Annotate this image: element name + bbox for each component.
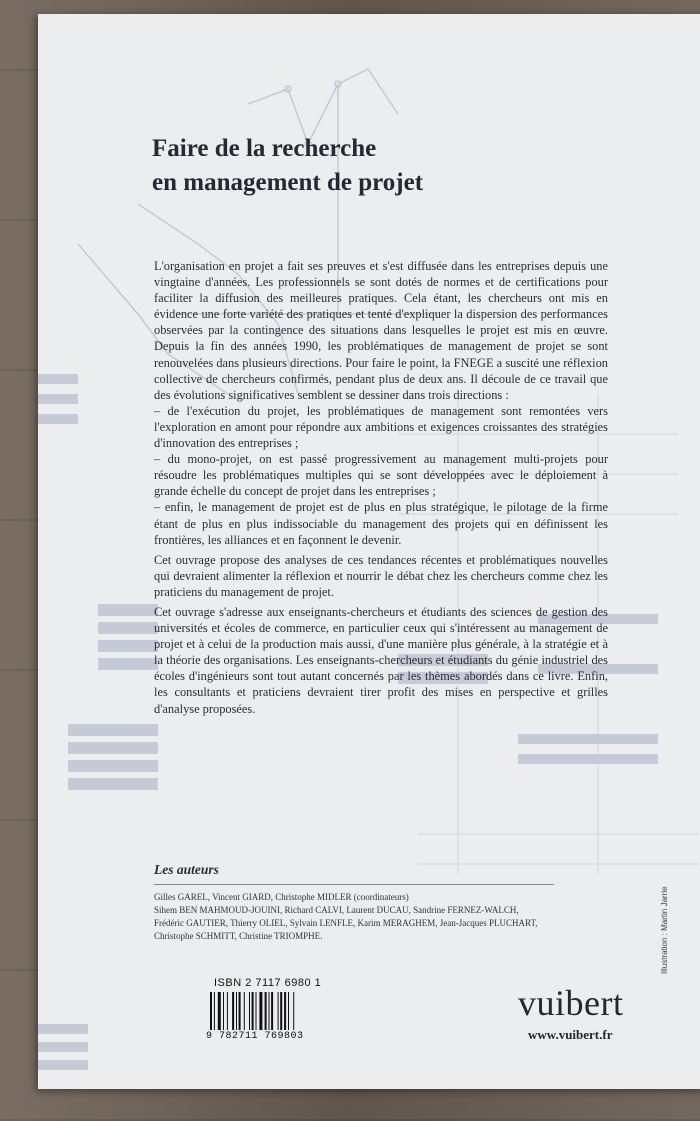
authors-list — [154, 891, 674, 943]
illustration-credit: Illustration : Martin Jarrie — [660, 886, 669, 974]
blurb-direction-2: – du mono-projet, on est passé progressivement au management multi-projets pour résoudre les problématiques multiples qui se sont développées avec le déploiement à grande échelle du concept de projet dans les entreprises ; — [154, 452, 608, 499]
title-line-2: en management de projet — [152, 169, 424, 196]
isbn-label: ISBN 2 7117 6980 1 — [214, 977, 322, 989]
blurb-paragraph-1: L'organisation en projet a fait ses preuves et s'est diffusée dans les entreprises depuis une vingtaine d'années. Les professionnels se sont dotés de normes et de certifications pour faciliter la diffusion des meilleures pratiques. Cela étant, les chercheurs ont mis en évidence une forte variété des pratiques et tenté d'expliquer la dispersion des performances observées par la contingence des situations dans lesquelles le projet est mis en œuvre. Depuis la fin des années 1990, les problématiques de management de projet se sont renouvelées dans plusieurs directions. Pour faire le point, la FNEGE a suscité une réflexion collective de chercheurs confirmés, pendant plus de deux ans. Il découle de ce travail que des évolutions significatives semblent se dessiner dans trois directions : — [154, 259, 608, 402]
authors-line-3: Frédéric GAUTIER, Thierry OLIEL, Sylvain LENFLE, Karim MERAGHEM, Jean-Jacques PLUCHART, — [154, 918, 538, 928]
authors-heading: Les auteurs — [154, 862, 219, 877]
blurb-paragraph-2: Cet ouvrage propose des analyses de ces tendances récentes et problématiques nouvelles qui devraient alimenter la réflexion et nourrir le débat chez les chercheurs comme chez les praticiens du management de projet. — [154, 552, 608, 599]
authors-line-4: Christophe SCHMITT, Christine TRIOMPHE. — [154, 931, 323, 941]
publisher-url: www.vuibert.fr — [528, 1027, 613, 1042]
blurb — [154, 258, 608, 721]
title-line-1: Faire de la recherche — [152, 135, 377, 162]
barcode-digits: 9 782711 769803 — [206, 1031, 304, 1042]
authors-divider — [154, 884, 554, 885]
authors-line-2: Sihem BEN MAHMOUD-JOUINI, Richard CALVI, Laurent DUCAU, Sandrine FERNEZ-WALCH, — [154, 905, 519, 915]
blurb-direction-1: – de l'exécution du projet, les problématiques de management sont remontées vers l'exploration en amont pour répondre aux ambitions et exigences croissantes des stratégies d'innovation des entreprises ; — [154, 403, 608, 451]
publisher-logo: vuibert — [518, 983, 624, 1023]
barcode — [208, 992, 328, 1032]
blurb-paragraph-3: Cet ouvrage s'adresse aux enseignants-chercheurs et étudiants des sciences de gestion des universités et écoles de commerce, en particulier ceux qui s'intéressent au management de projet et à celui de la production mais aussi, d'une manière plus générale, à la stratégie et à la théorie des organisations. Les enseignants-chercheurs et étudiants du génie industriel des écoles d'ingénieurs sont tout autant concernés par les thèmes abordés dans ce livre. Enfin, les consultants et praticiens devraient tirer profit des mises en perspective et grilles d'analyse proposées. — [154, 604, 608, 716]
authors-line-1: Gilles GAREL, Vincent GIARD, Christophe MIDLER (coordinateurs) — [154, 892, 409, 902]
book-title — [152, 132, 423, 200]
blurb-direction-3: – enfin, le management de projet est de plus en plus stratégique, le pilotage de la firme étant de plus en plus indissociable du management des projets qui en définissent les frontières, les alliances et en façonnent le devenir. — [154, 500, 608, 547]
book-back-cover — [38, 14, 700, 1089]
